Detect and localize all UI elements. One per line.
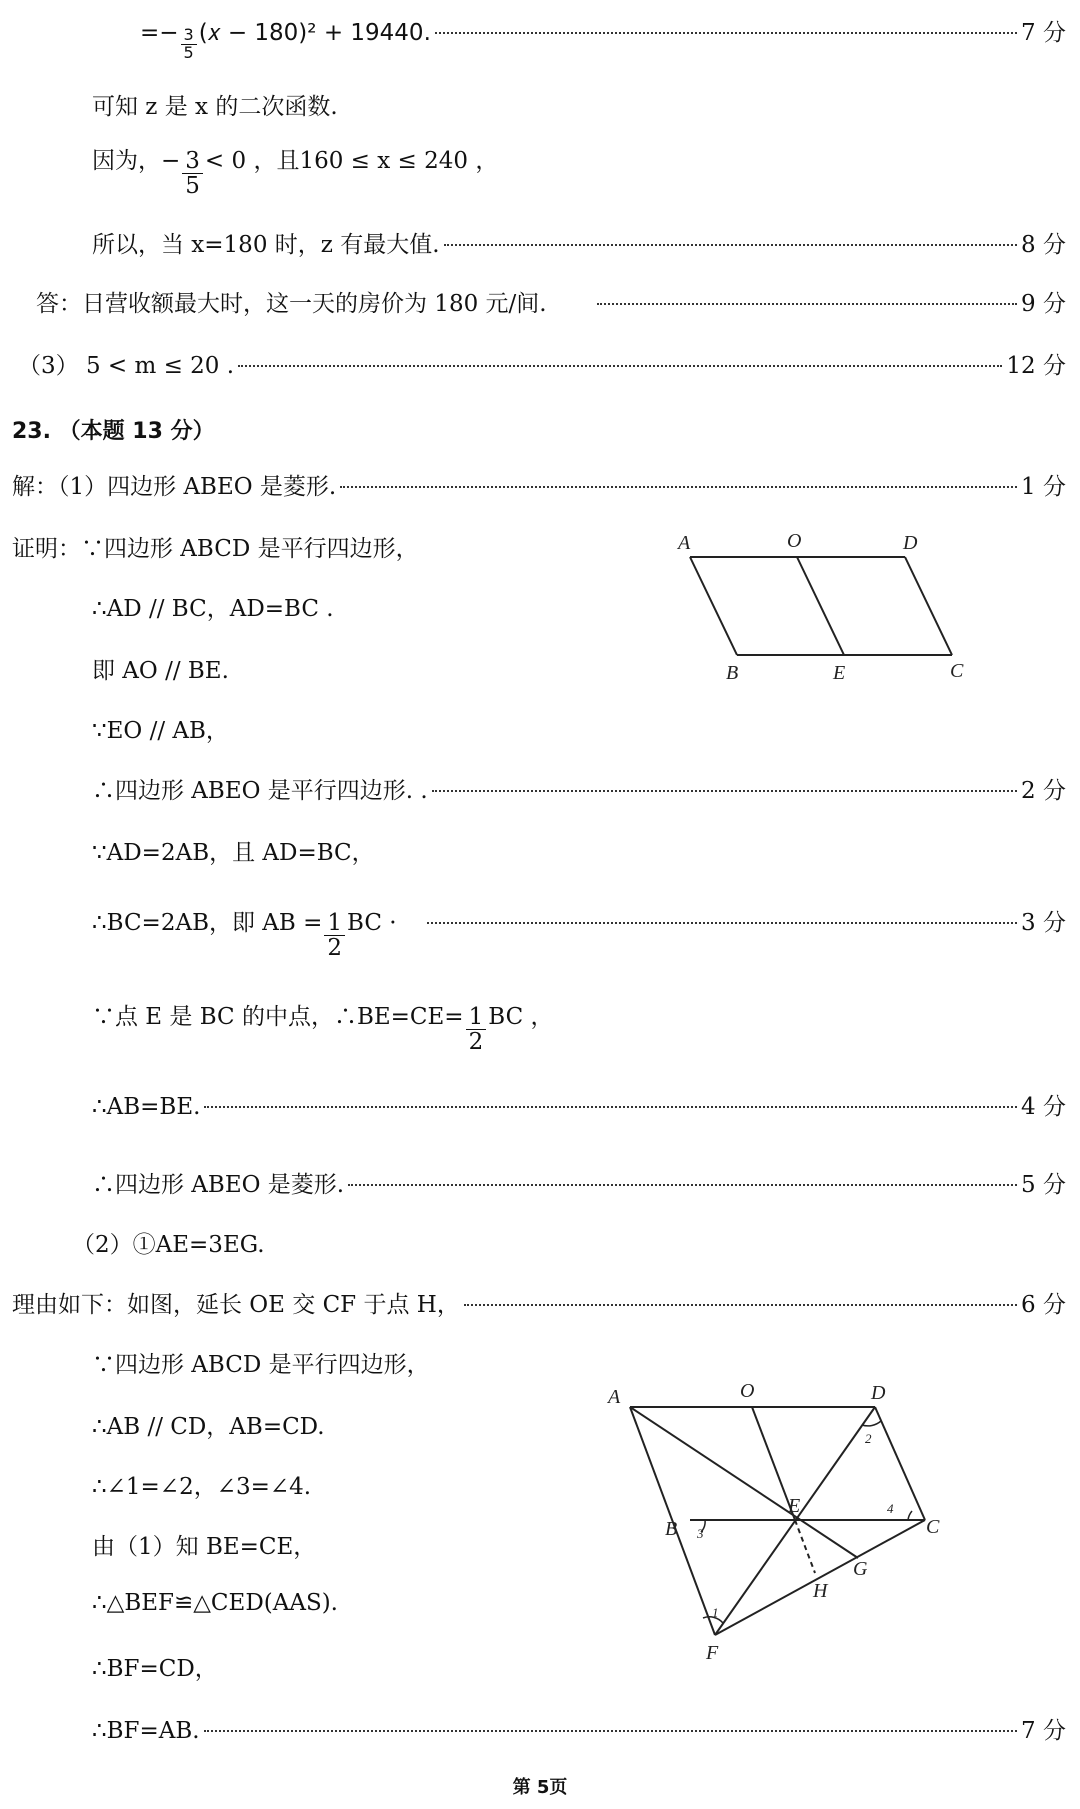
- text-line: ∴AD // BC，AD=BC .: [92, 596, 334, 622]
- angle-label-3: 3: [697, 1526, 704, 1541]
- angle-label-2: 2: [865, 1431, 872, 1446]
- text-line: 由（1）知 BE=CE，: [92, 1534, 317, 1560]
- text-line: 证明：∵四边形 ABCD 是平行四边形，: [12, 536, 419, 562]
- text-line: ∵点 E 是 BC 的中点，∴BE=CE= $\frac{1}{2}$ BC ，: [92, 1004, 554, 1056]
- text-line: （2）①AE=3EG.: [72, 1232, 265, 1258]
- leader-dots: [204, 1106, 1017, 1108]
- leader-dots: [427, 922, 1017, 924]
- label-G: G: [853, 1558, 868, 1580]
- score-label: 7 分: [1021, 20, 1066, 46]
- text-line: ∴BF=CD，: [92, 1656, 218, 1682]
- angle-label-1: 1: [712, 1605, 719, 1620]
- leader-dots: [238, 365, 1002, 367]
- text-line: 可知 z 是 x 的二次函数.: [92, 94, 338, 120]
- score-label: 6 分: [1021, 1292, 1066, 1318]
- angle-label-4: 4: [887, 1501, 894, 1516]
- label-C: C: [926, 1516, 940, 1538]
- label-O: O: [740, 1380, 755, 1402]
- text-line: ∴AB // CD，AB=CD.: [92, 1414, 325, 1440]
- leader-dots: [597, 303, 1017, 305]
- text-line: 即 AO // BE.: [92, 658, 229, 684]
- page-number: 第 5页: [512, 1777, 568, 1798]
- label-B: B: [665, 1518, 678, 1540]
- label-O: O: [787, 530, 802, 552]
- label-F: F: [706, 1642, 719, 1664]
- text-line: ∴四边形 ABEO 是菱形. 5 分: [92, 1166, 1066, 1199]
- label-H: H: [813, 1580, 828, 1602]
- score-label: 12 分: [1006, 353, 1066, 379]
- score-label: 8 分: [1021, 232, 1066, 258]
- label-D: D: [871, 1382, 886, 1404]
- text-line: （3） 5 < m ≤ 20 . 12 分: [18, 347, 1066, 380]
- text-line: ∵四边形 ABCD 是平行四边形，: [92, 1352, 430, 1378]
- leader-dots: [340, 486, 1017, 488]
- text-line: 解：（1）四边形 ABEO 是菱形. 1 分: [12, 468, 1066, 501]
- label-B: B: [726, 662, 739, 684]
- label-E: E: [833, 662, 846, 684]
- text-line: ∴△BEF≌△CED(AAS).: [92, 1590, 338, 1616]
- fraction: $\frac{3}{5}$: [182, 149, 203, 198]
- score-label: 3 分: [1021, 910, 1066, 936]
- leader-dots: [464, 1304, 1017, 1306]
- text-line: ∴∠1=∠2，∠3=∠4.: [92, 1474, 312, 1500]
- leader-dots: [432, 790, 1017, 792]
- text-line: ∴BF=AB. 7 分: [92, 1712, 1066, 1745]
- text-line: 所以，当 x=180 时，z 有最大值. 8 分: [92, 226, 1066, 259]
- fraction: $\frac{1}{2}$: [466, 1005, 487, 1054]
- score-label: 2 分: [1021, 778, 1066, 804]
- score-label: 5 分: [1021, 1172, 1066, 1198]
- leader-dots: [435, 32, 1017, 34]
- answer-line: 答：日营收额最大时，这一天的房价为 180 元/间. 9 分: [36, 285, 1066, 318]
- label-A: A: [678, 532, 691, 554]
- label-C: C: [950, 660, 964, 682]
- inequality-line: 因为， − $\frac{3}{5}$ < 0 ，且160 ≤ x ≤ 240 ，: [92, 148, 499, 200]
- leader-dots: [348, 1184, 1017, 1186]
- question-heading: 23. （本题 13 分）: [12, 419, 215, 444]
- text-line: ∵AD=2AB，且 AD=BC，: [92, 840, 375, 866]
- label-D: D: [903, 532, 918, 554]
- score-label: 1 分: [1021, 474, 1066, 500]
- score-label: 4 分: [1021, 1094, 1066, 1120]
- text-line: ∴AB=BE. 4 分: [92, 1088, 1066, 1121]
- fraction: $\frac{1}{2}$: [324, 911, 345, 960]
- formula-line: =− $\frac{3}{5}$ (𝑥 − 180)² + 19440. 7 分: [140, 14, 1066, 62]
- leader-dots: [444, 244, 1018, 246]
- label-E: E: [788, 1495, 801, 1517]
- fraction: $\frac{3}{5}$: [181, 27, 197, 62]
- text-line: 理由如下：如图，延长 OE 交 CF 于点 H， 6 分: [12, 1286, 1066, 1319]
- leader-dots: [204, 1730, 1017, 1732]
- label-A: A: [608, 1386, 621, 1408]
- construction-figure: [600, 1375, 960, 1665]
- text-line: ∵EO // AB，: [92, 718, 229, 744]
- parallelogram-figure: [660, 525, 980, 685]
- text-line: ∴BC=2AB，即 AB = $\frac{1}{2}$ BC · 3 分: [92, 904, 1066, 960]
- score-label: 9 分: [1021, 291, 1066, 317]
- text-line: ∴四边形 ABEO 是平行四边形. . 2 分: [92, 772, 1066, 805]
- score-label: 7 分: [1021, 1718, 1066, 1744]
